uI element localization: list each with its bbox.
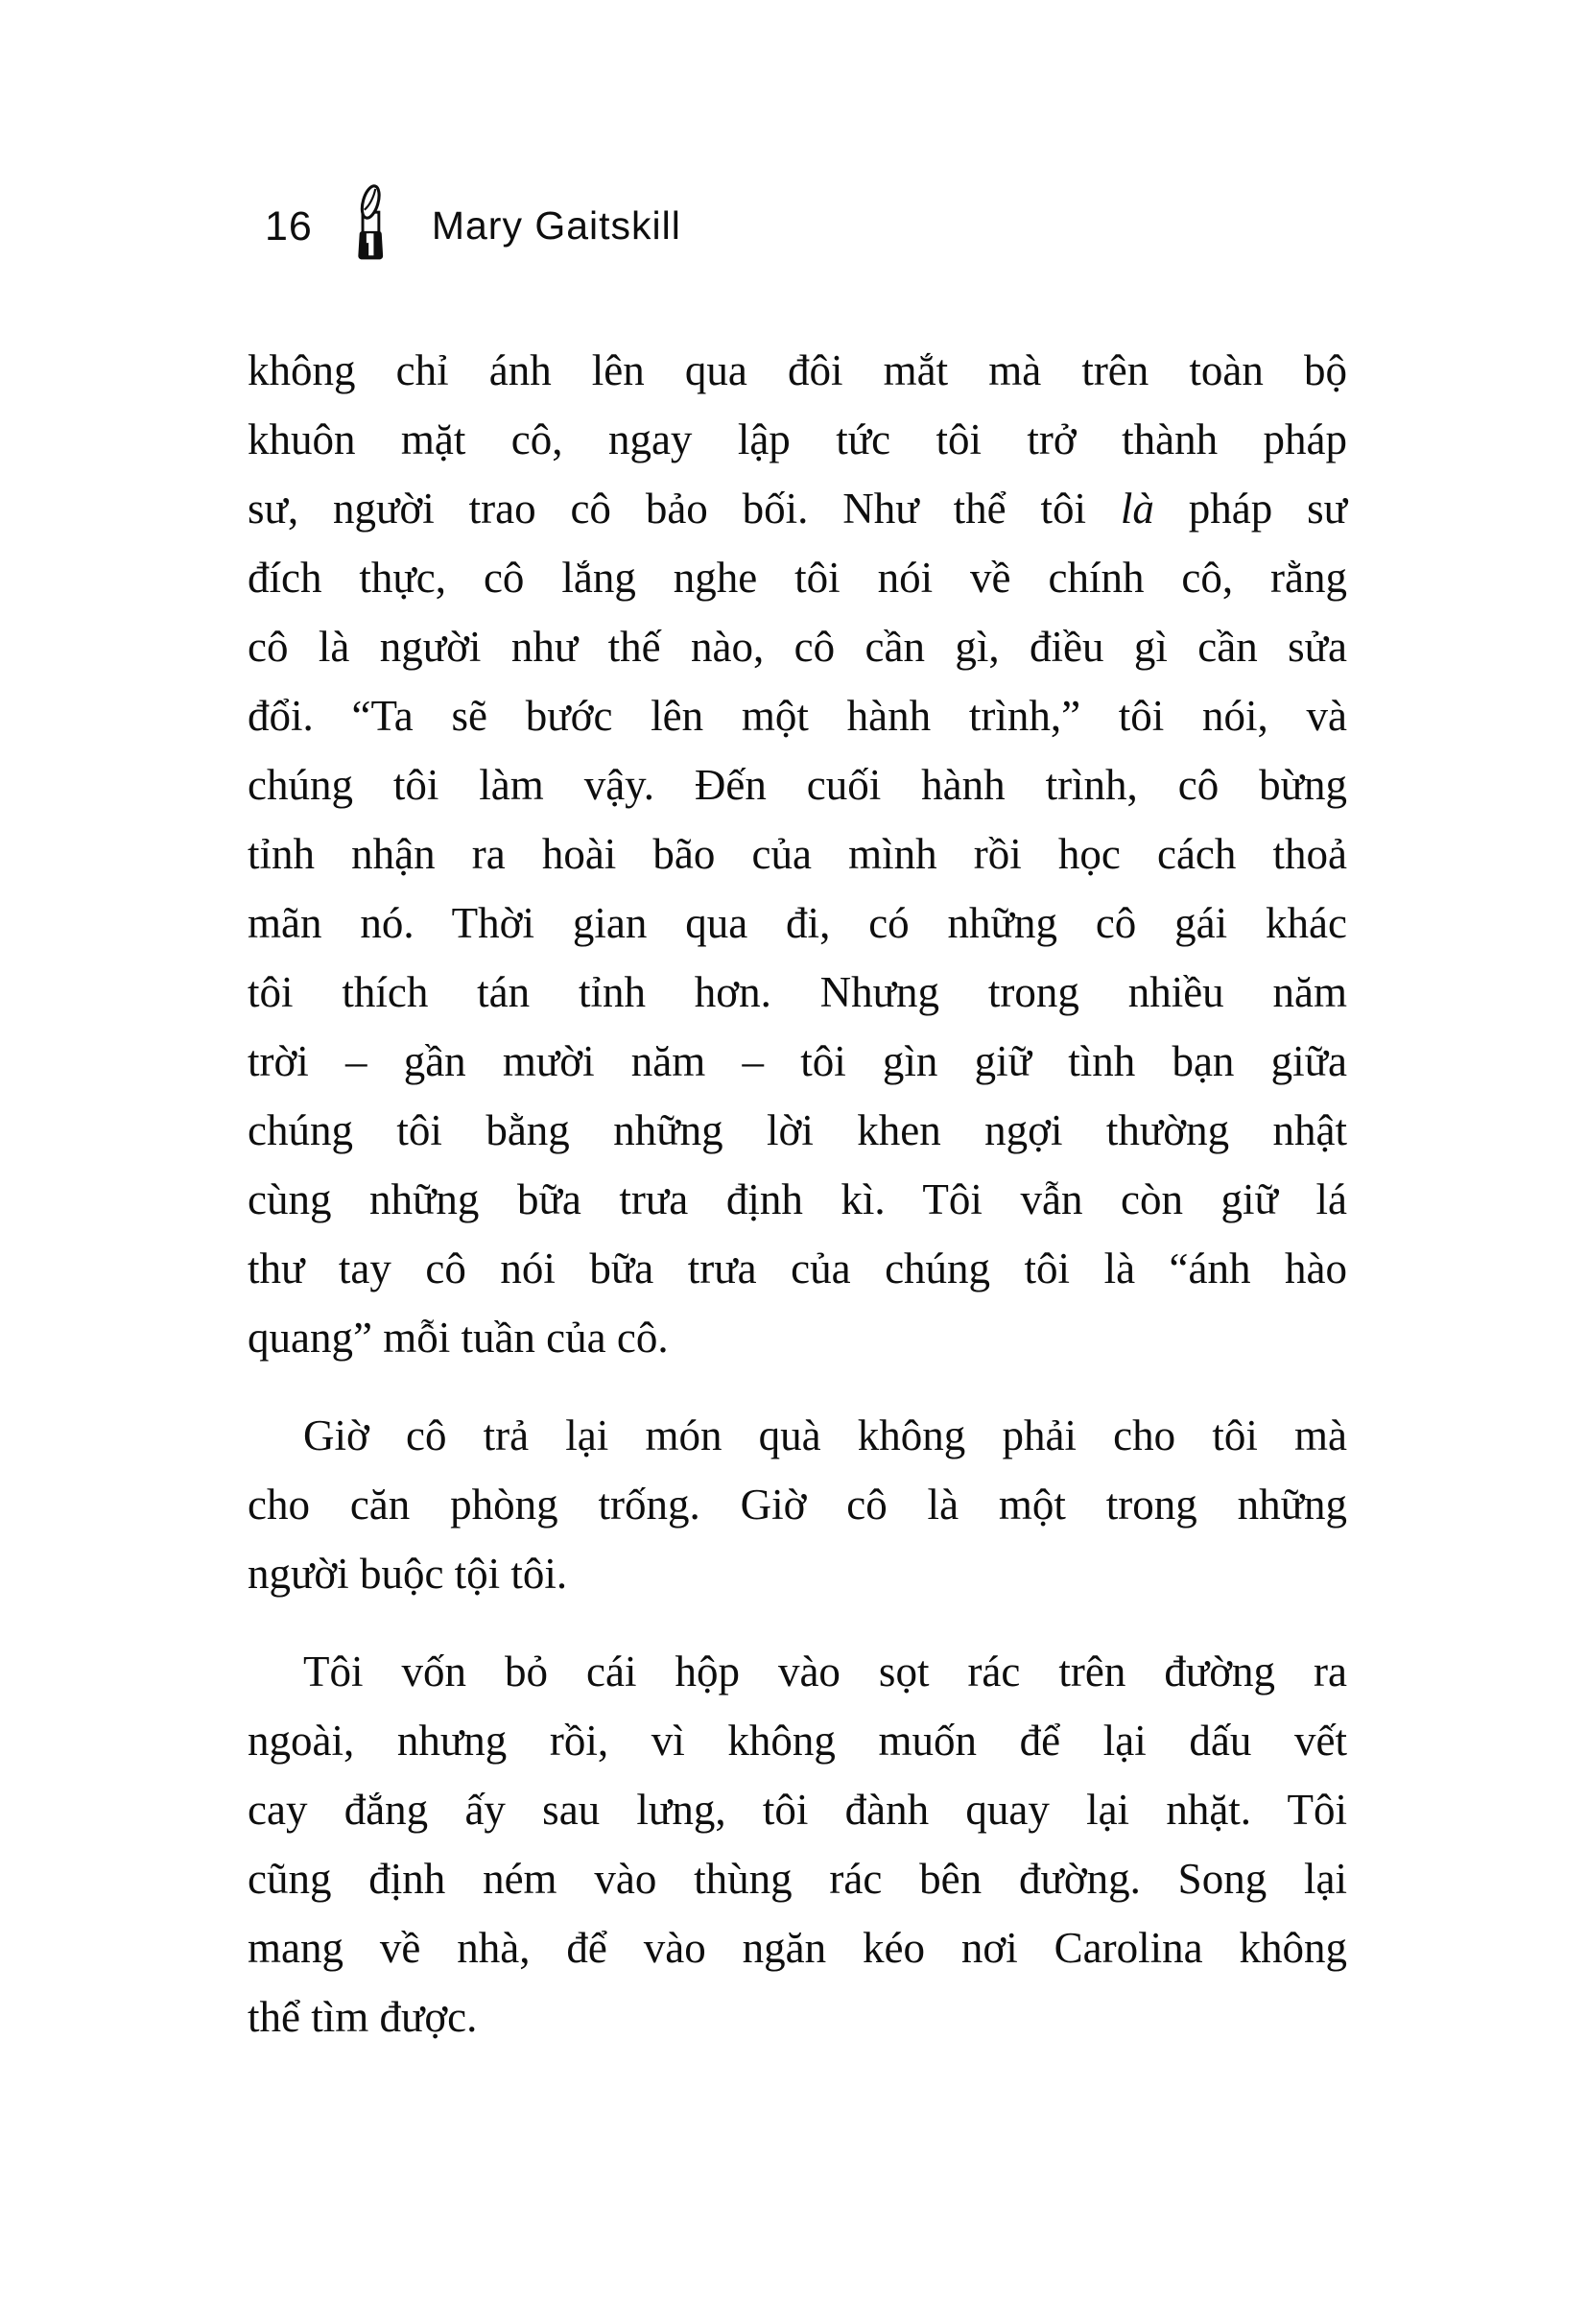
text-line: ngoài, nhưng rồi, vì không muốn để lại dấu vết — [248, 1717, 1347, 1765]
text-line: quang” mỗi tuần của cô. — [248, 1314, 669, 1362]
text-line: tôi thích tán tỉnh hơn. Nhưng trong nhiều năm — [248, 968, 1347, 1016]
text-line: khuôn mặt cô, ngay lập tức tôi trở thành pháp — [248, 415, 1347, 463]
lipstick-icon — [351, 182, 388, 261]
text-line: đổi. “Ta sẽ bước lên một hành trình,” tôi nói, và — [248, 692, 1347, 740]
paragraph — [248, 1637, 1347, 2051]
text-line: cũng định ném vào thùng rác bên đường. Song lại — [248, 1855, 1347, 1903]
page-number: 16 — [265, 203, 313, 249]
text-line: mang về nhà, để vào ngăn kéo nơi Carolina không — [248, 1924, 1347, 1972]
author-name: Mary Gaitskill — [431, 203, 681, 248]
text-line: đích thực, cô lắng nghe tôi nói về chính cô, rằng — [248, 554, 1347, 602]
text-line: chúng tôi làm vậy. Đến cuối hành trình, cô bừng — [248, 761, 1347, 809]
text-line: cùng những bữa trưa định kì. Tôi vẫn còn giữ lá — [248, 1175, 1347, 1223]
text-line: sư, người trao cô bảo bối. Như thể tôi là pháp sư — [248, 485, 1348, 533]
text-line: Giờ cô trả lại món quà không phải cho tôi mà — [303, 1411, 1347, 1459]
text-line: cô là người như thế nào, cô cần gì, điều gì cần sửa — [248, 623, 1347, 671]
paragraph — [248, 336, 1347, 1372]
text-line: thể tìm được. — [248, 1993, 478, 2041]
text-line: thư tay cô nói bữa trưa của chúng tôi là “ánh hào — [248, 1245, 1347, 1292]
text-line: không chỉ ánh lên qua đôi mắt mà trên toàn bộ — [248, 346, 1347, 394]
text-line: người buộc tội tôi. — [248, 1550, 568, 1598]
text-block — [248, 336, 1347, 2051]
text-line: tỉnh nhận ra hoài bão của mình rồi học cách thoả — [248, 830, 1347, 878]
running-header — [265, 182, 681, 253]
paragraph — [248, 1401, 1347, 1608]
text-line: mãn nó. Thời gian qua đi, có những cô gái khác — [248, 899, 1347, 947]
text-line: chúng tôi bằng những lời khen ngợi thường nhật — [248, 1106, 1347, 1154]
text-line: cho căn phòng trống. Giờ cô là một trong những — [248, 1481, 1347, 1529]
text-line: cay đắng ấy sau lưng, tôi đành quay lại nhặt. Tôi — [248, 1786, 1347, 1834]
text-line: Tôi vốn bỏ cái hộp vào sọt rác trên đường ra — [303, 1648, 1347, 1696]
text-line: trời – gần mười năm – tôi gìn giữ tình bạn giữa — [248, 1037, 1347, 1085]
